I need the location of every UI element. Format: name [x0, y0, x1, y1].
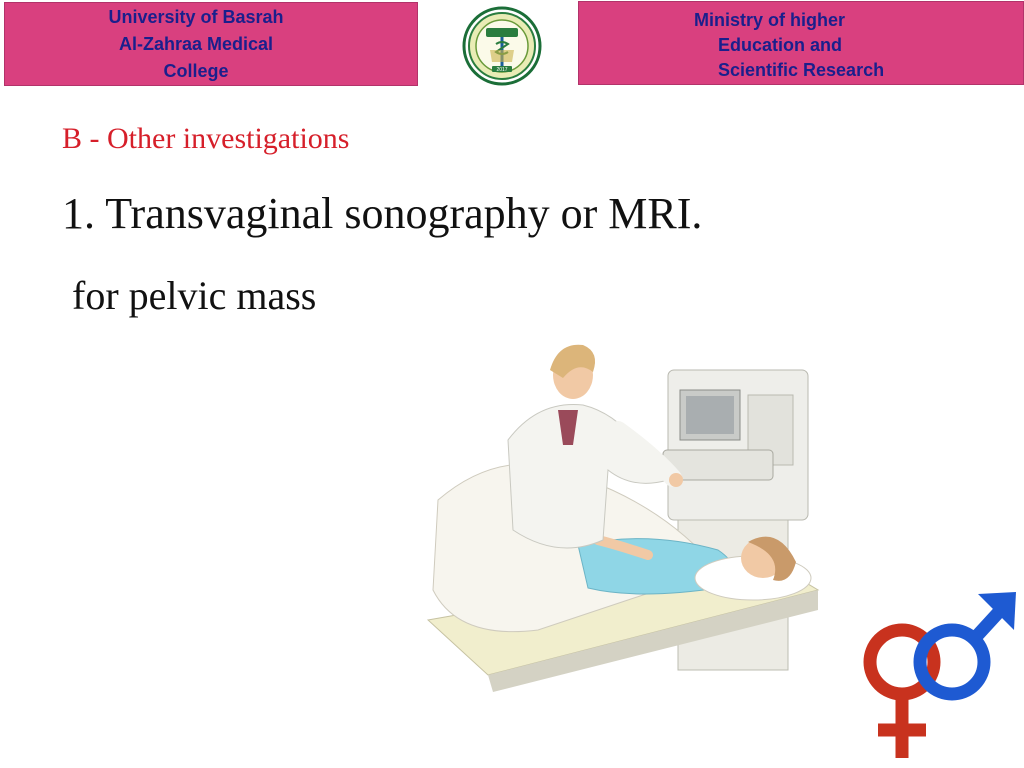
header-left-banner	[4, 2, 418, 86]
header-left-line-2: Al-Zahraa Medical	[118, 33, 274, 54]
header-left-line-3: College	[163, 60, 229, 81]
gender-symbols-icon	[850, 580, 1024, 768]
header-right-banner	[578, 1, 1024, 85]
header-right-line-1: Ministry of higher	[694, 10, 846, 30]
investigation-point-2: for pelvic mass	[72, 273, 317, 318]
header-left-line-1: University of Basrah	[108, 6, 284, 27]
header-right-line-2: Education and	[718, 35, 843, 55]
section-subheading: B - Other investigations	[62, 122, 350, 155]
logo-year: 2017	[496, 67, 508, 73]
header-right-line-3: Scientific Research	[718, 60, 885, 80]
investigation-point-1: 1. Transvaginal sonography or MRI.	[62, 189, 703, 238]
university-logo-icon	[462, 6, 542, 86]
ultrasound-exam-illustration	[418, 330, 828, 700]
